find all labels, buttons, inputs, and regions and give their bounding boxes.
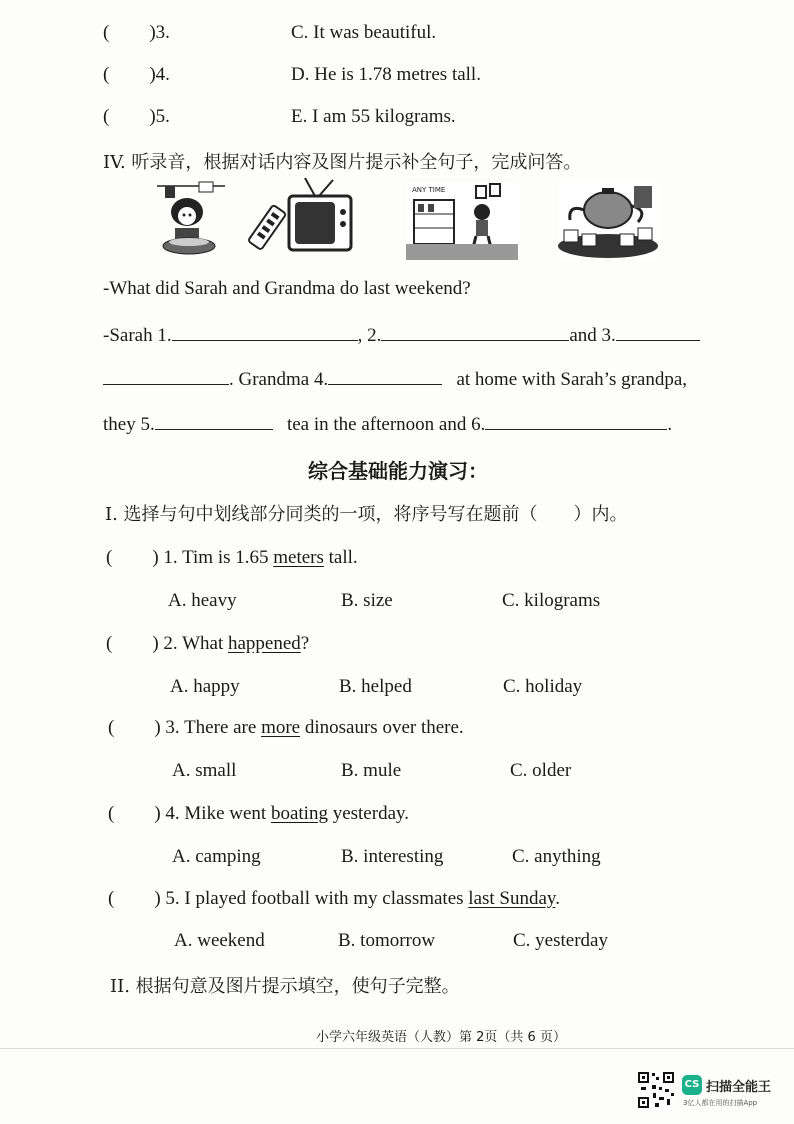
- question-text: dinosaurs over there.: [300, 717, 464, 738]
- match-num: )4.: [149, 64, 170, 85]
- option-c: C. yesterday: [513, 930, 608, 951]
- svg-text:ANY TIME: ANY TIME: [412, 186, 446, 194]
- match-answer: E. I am 55 kilograms.: [291, 106, 456, 127]
- option-a: A. weekend: [174, 930, 265, 951]
- match-row-3: [103, 22, 170, 44]
- blank-3-cont[interactable]: [103, 366, 229, 385]
- dialog-text: . Grandma 4.: [229, 369, 329, 390]
- blank-5[interactable]: [155, 411, 273, 430]
- dialog-line-2: [103, 366, 687, 391]
- blank-4[interactable]: [328, 366, 442, 385]
- cleaning-room-picture: [406, 182, 518, 260]
- question-text: yesterday.: [327, 803, 410, 824]
- question-text: There are: [184, 717, 262, 738]
- underlined-word: more: [261, 717, 301, 738]
- question-number: ) 1.: [152, 547, 178, 568]
- answer-paren: (: [103, 106, 110, 127]
- scanner-tagline: 3亿人都在用的扫描App: [683, 1099, 758, 1107]
- question-text: ?: [300, 633, 310, 654]
- part2-instruction: II. 根据句意及图片提示填空，使句子完整。: [110, 976, 460, 997]
- match-row-5: [103, 106, 170, 128]
- question-text: Tim is 1.65: [182, 547, 274, 568]
- question-2: [106, 633, 309, 655]
- option-b: B. tomorrow: [338, 930, 436, 951]
- answer-paren[interactable]: (: [106, 547, 113, 568]
- answer-paren: (: [103, 22, 110, 43]
- question-4: [108, 803, 409, 825]
- question-3: [108, 717, 464, 739]
- match-num: )3.: [149, 22, 170, 43]
- match-answer: C. It was beautiful.: [291, 22, 437, 43]
- answer-paren[interactable]: (: [108, 888, 115, 909]
- page-footer: 小学六年级英语（人教）第 2页（共 6 页）: [316, 1030, 566, 1045]
- underlined-word: happened: [227, 633, 301, 654]
- scanner-brand: 扫描全能王: [706, 1080, 772, 1095]
- blank-3[interactable]: [616, 322, 700, 341]
- dialog-line-3: [103, 411, 672, 436]
- question-1: [106, 547, 358, 569]
- tv-remote-picture: [245, 176, 355, 256]
- dialog-text: and 3.: [569, 325, 616, 346]
- dialog-text: -Sarah 1.: [103, 325, 172, 346]
- question-text: I played football with my classmates: [184, 888, 469, 909]
- question-text: tall.: [323, 547, 358, 568]
- qr-code-icon: [637, 1071, 675, 1109]
- blank-2[interactable]: [381, 322, 569, 341]
- dialog-text: , 2.: [357, 325, 382, 346]
- main-heading: 综合基础能力演习：: [308, 459, 488, 483]
- match-row-4: [103, 64, 170, 86]
- answer-paren[interactable]: (: [106, 633, 113, 654]
- answer-paren[interactable]: (: [108, 803, 115, 824]
- dialog-text: .: [667, 414, 673, 435]
- option-c: C. kilograms: [502, 590, 601, 611]
- underlined-word: last Sunday: [468, 888, 556, 909]
- washing-clothes-picture: [155, 180, 227, 260]
- answer-paren: (: [103, 64, 110, 85]
- match-answer: D. He is 1.78 metres tall.: [291, 64, 481, 85]
- section-title: IV. 听录音，根据对话内容及图片提示补全句子，完成问答。: [103, 152, 582, 173]
- question-text: .: [555, 888, 560, 909]
- question-number: ) 2.: [152, 633, 178, 654]
- dialog-text: tea in the afternoon and 6.: [286, 414, 486, 435]
- divider: [0, 1048, 794, 1049]
- tea-picture: [558, 180, 660, 260]
- option-a: A. heavy: [168, 590, 237, 611]
- underlined-word: meters: [273, 547, 324, 568]
- dialog-text: at home with Sarah’s grandpa,: [456, 369, 688, 390]
- dialog-text: they 5.: [103, 414, 155, 435]
- blank-1[interactable]: [172, 322, 358, 341]
- question-number: ) 3.: [154, 717, 180, 738]
- question-number: ) 4.: [154, 803, 180, 824]
- dialog-question: -What did Sarah and Grandma do last weekend?: [103, 278, 471, 299]
- question-number: ) 5.: [154, 888, 180, 909]
- dialog-line-1: [103, 322, 700, 347]
- scanner-logo-icon: CS: [682, 1075, 702, 1095]
- option-c: C. anything: [512, 846, 601, 867]
- option-b: B. helped: [339, 676, 412, 697]
- option-b: B. interesting: [341, 846, 444, 867]
- option-b: B. mule: [341, 760, 402, 781]
- blank-6[interactable]: [485, 411, 667, 430]
- option-b: B. size: [341, 590, 393, 611]
- option-a: A. small: [172, 760, 237, 781]
- question-text: What: [182, 633, 228, 654]
- option-a: A. happy: [170, 676, 240, 697]
- option-c: C. holiday: [503, 676, 583, 697]
- question-5: [108, 888, 560, 910]
- option-c: C. older: [510, 760, 572, 781]
- question-text: Mike went: [184, 803, 271, 824]
- underlined-word: boating: [270, 803, 328, 824]
- part1-instruction: I. 选择与句中划线部分同类的一项，将序号写在题前（ ）内。: [105, 504, 628, 525]
- answer-paren[interactable]: (: [108, 717, 115, 738]
- option-a: A. camping: [172, 846, 261, 867]
- match-num: )5.: [149, 106, 170, 127]
